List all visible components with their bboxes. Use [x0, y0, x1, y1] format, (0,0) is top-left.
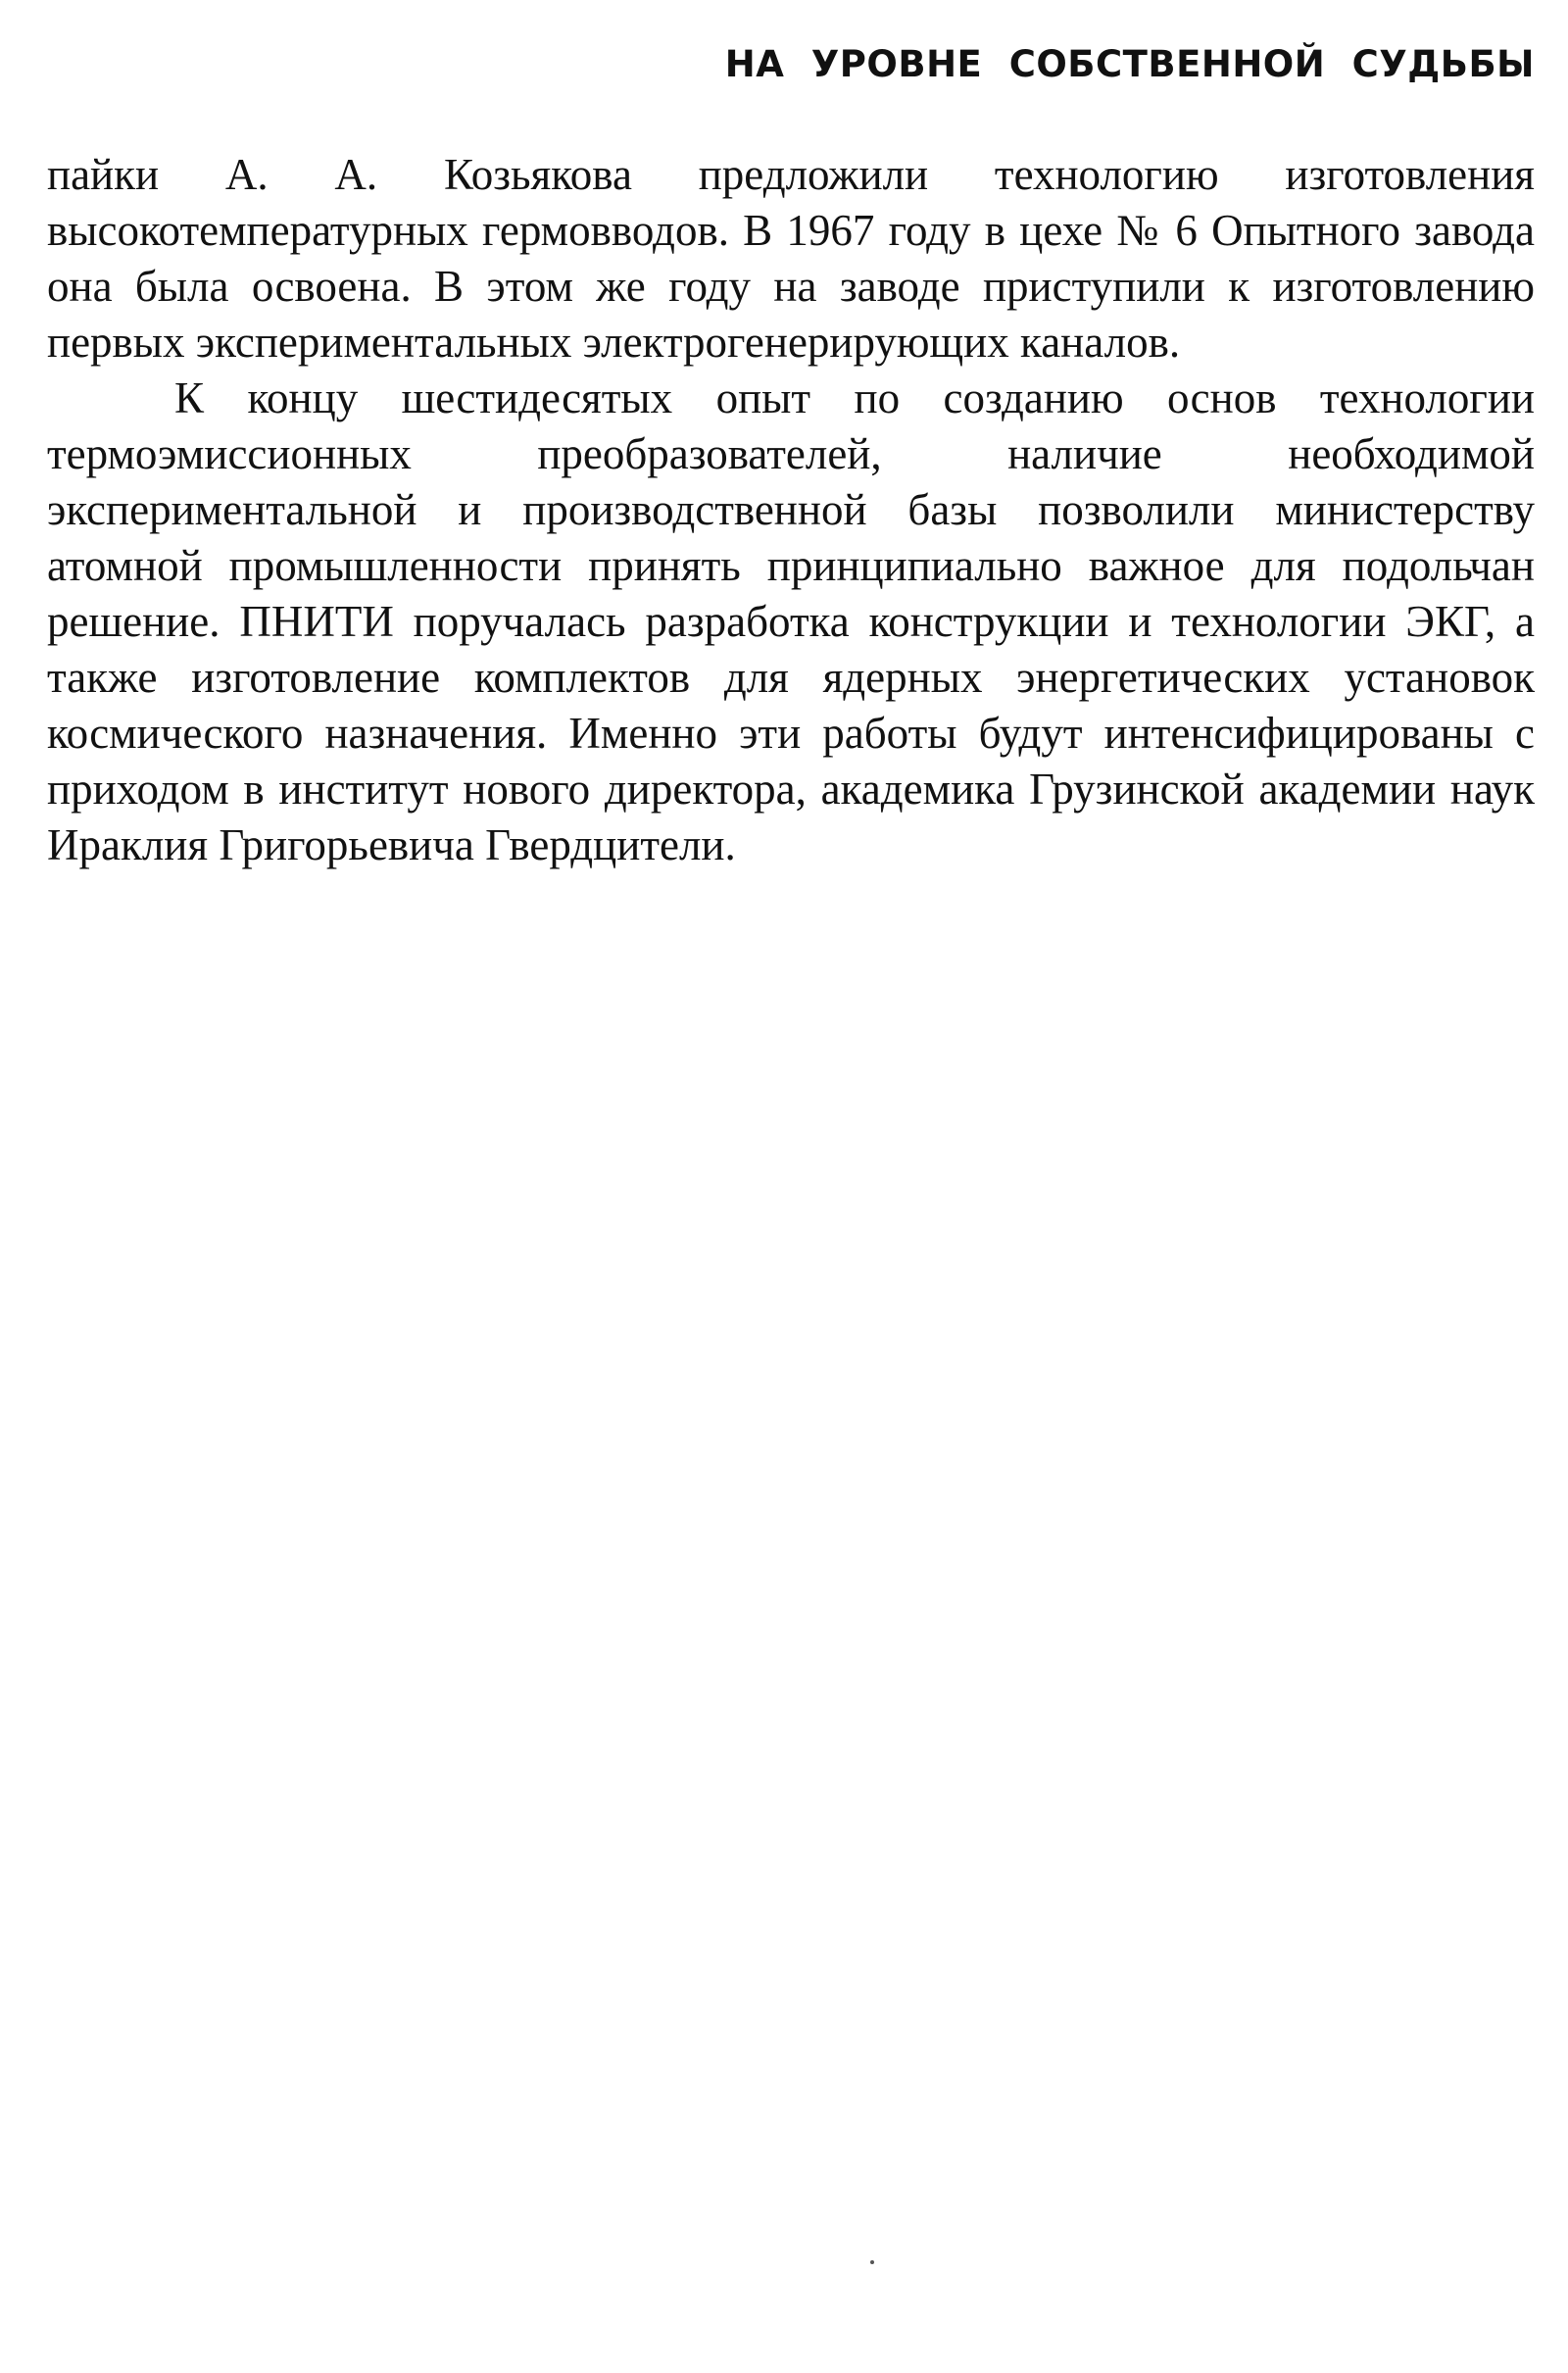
- running-header: НА УРОВНЕ СОБСТВЕННОЙ СУДЬБЫ: [724, 43, 1535, 85]
- paragraph-1: пайки А. А. Козьякова предложили технологию изготовления высокотемпературных гермовводов. В 1967 году в цехе № 6 Опытного завода она была освоена. В этом же году на заводе приступили к изготовлению первых экспериментальных электрогенерирующих каналов.: [47, 150, 1535, 367]
- print-speck: [870, 2260, 874, 2264]
- body-text: [47, 147, 1535, 873]
- paragraph-2: К концу шестидесятых опыт по созданию основ технологии термоэмиссионных преобразователей, наличие необходимой экспериментальной и производственной базы позволили министерству атомной промышленности принять принципиально важное для подольчан решение. ПНИТИ поручалась разработка конструкции и технологии ЭКГ, а также изготовление комплектов для ядерных энергетических установок космического назначения. Именно эти работы будут интенсифицированы с приходом в институт нового директора, академика Грузинской академии наук Ираклия Григорьевича Гвердцители.: [47, 373, 1535, 869]
